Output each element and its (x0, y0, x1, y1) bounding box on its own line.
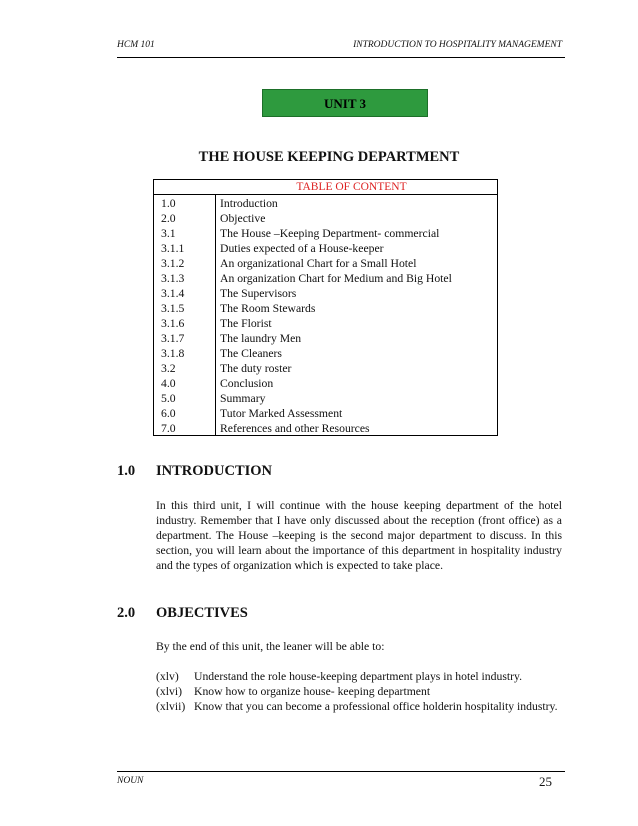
department-title (0, 149, 638, 166)
toc-number: 7.0 (161, 422, 176, 435)
section-title: OBJECTIVES (156, 605, 248, 621)
toc-number: 3.1 (161, 227, 176, 240)
toc-title: Duties expected of a House-keeper (220, 242, 384, 255)
toc-row (154, 211, 497, 226)
toc-row (154, 421, 497, 436)
toc-rows (154, 196, 497, 436)
table-of-contents (153, 179, 498, 436)
list-item (156, 669, 562, 684)
toc-row (154, 226, 497, 241)
toc-number: 3.1.5 (161, 302, 185, 315)
toc-number: 3.1.7 (161, 332, 185, 345)
toc-title: The House –Keeping Department- commercial (220, 227, 440, 240)
list-text: Understand the role house-keeping department plays in hotel industry. (194, 670, 523, 683)
toc-number: 3.2 (161, 362, 176, 375)
page-number: 25 (539, 774, 552, 789)
list-marker: (xlvi) (156, 685, 182, 698)
toc-number: 5.0 (161, 392, 176, 405)
toc-number: 3.1.2 (161, 257, 185, 270)
list-text: Know how to organize house- keeping department (194, 685, 431, 698)
objectives-lead: By the end of this unit, the leaner will be able to: (156, 640, 385, 653)
footer-publisher: NOUN (117, 776, 144, 786)
toc-row (154, 301, 497, 316)
toc-title: Summary (220, 392, 266, 405)
header-rule (117, 57, 565, 58)
toc-number: 3.1.8 (161, 347, 185, 360)
toc-number: 3.1.3 (161, 272, 185, 285)
toc-title: The Florist (220, 317, 272, 330)
toc-title: Objective (220, 212, 266, 225)
toc-row (154, 256, 497, 271)
objectives-list (156, 669, 562, 714)
footer-rule (117, 771, 565, 772)
department-title-text: THE HOUSE KEEPING DEPARTMENT (198, 149, 460, 165)
toc-title: Introduction (220, 197, 278, 210)
section-number: 1.0 (117, 463, 136, 479)
section-title: INTRODUCTION (156, 463, 273, 479)
toc-title: Tutor Marked Assessment (220, 407, 343, 420)
toc-title: The duty roster (220, 362, 292, 375)
toc-number: 1.0 (161, 197, 176, 210)
toc-row (154, 376, 497, 391)
toc-row (154, 241, 497, 256)
list-text: Know that you can become a professional office holderin hospitality industry. (194, 700, 558, 713)
toc-row (154, 361, 497, 376)
list-item (156, 684, 562, 699)
toc-title: The laundry Men (220, 332, 302, 345)
toc-number: 3.1.1 (161, 242, 185, 255)
introduction-paragraph: In this third unit, I will continue with the house keeping department of the hotel industry. Remember that I have only discussed about the reception (front office) as a department. The House –keeping is the second major department to discuss. In this section, you will learn about the importance of this department in hospitality industry and the types of organization which is expected to take place. (156, 499, 562, 572)
toc-number: 3.1.4 (161, 287, 185, 300)
toc-title: The Supervisors (220, 287, 297, 300)
toc-title: An organizational Chart for a Small Hotel (220, 257, 417, 270)
toc-row (154, 346, 497, 361)
toc-title: References and other Resources (220, 422, 370, 435)
unit-label: UNIT 3 (262, 89, 428, 117)
toc-number: 3.1.6 (161, 317, 185, 330)
toc-row (154, 391, 497, 406)
list-marker: (xlvii) (156, 700, 186, 713)
list-marker: (xlv) (156, 670, 179, 683)
toc-row (154, 316, 497, 331)
toc-title: The Room Stewards (220, 302, 316, 315)
toc-number: 6.0 (161, 407, 176, 420)
toc-caption: TABLE OF CONTENT (154, 180, 497, 195)
course-title: INTRODUCTION TO HOSPITALITY MANAGEMENT (353, 40, 562, 50)
toc-row (154, 196, 497, 211)
toc-row (154, 331, 497, 346)
toc-row (154, 286, 497, 301)
toc-number: 2.0 (161, 212, 176, 225)
section-number: 2.0 (117, 605, 136, 621)
toc-title: An organization Chart for Medium and Big Hotel (220, 272, 452, 285)
running-header (117, 40, 562, 54)
toc-title: Conclusion (220, 377, 274, 390)
list-item (156, 699, 562, 714)
toc-row (154, 406, 497, 421)
toc-number: 4.0 (161, 377, 176, 390)
toc-title: The Cleaners (220, 347, 282, 360)
toc-row (154, 271, 497, 286)
course-code: HCM 101 (117, 40, 155, 50)
